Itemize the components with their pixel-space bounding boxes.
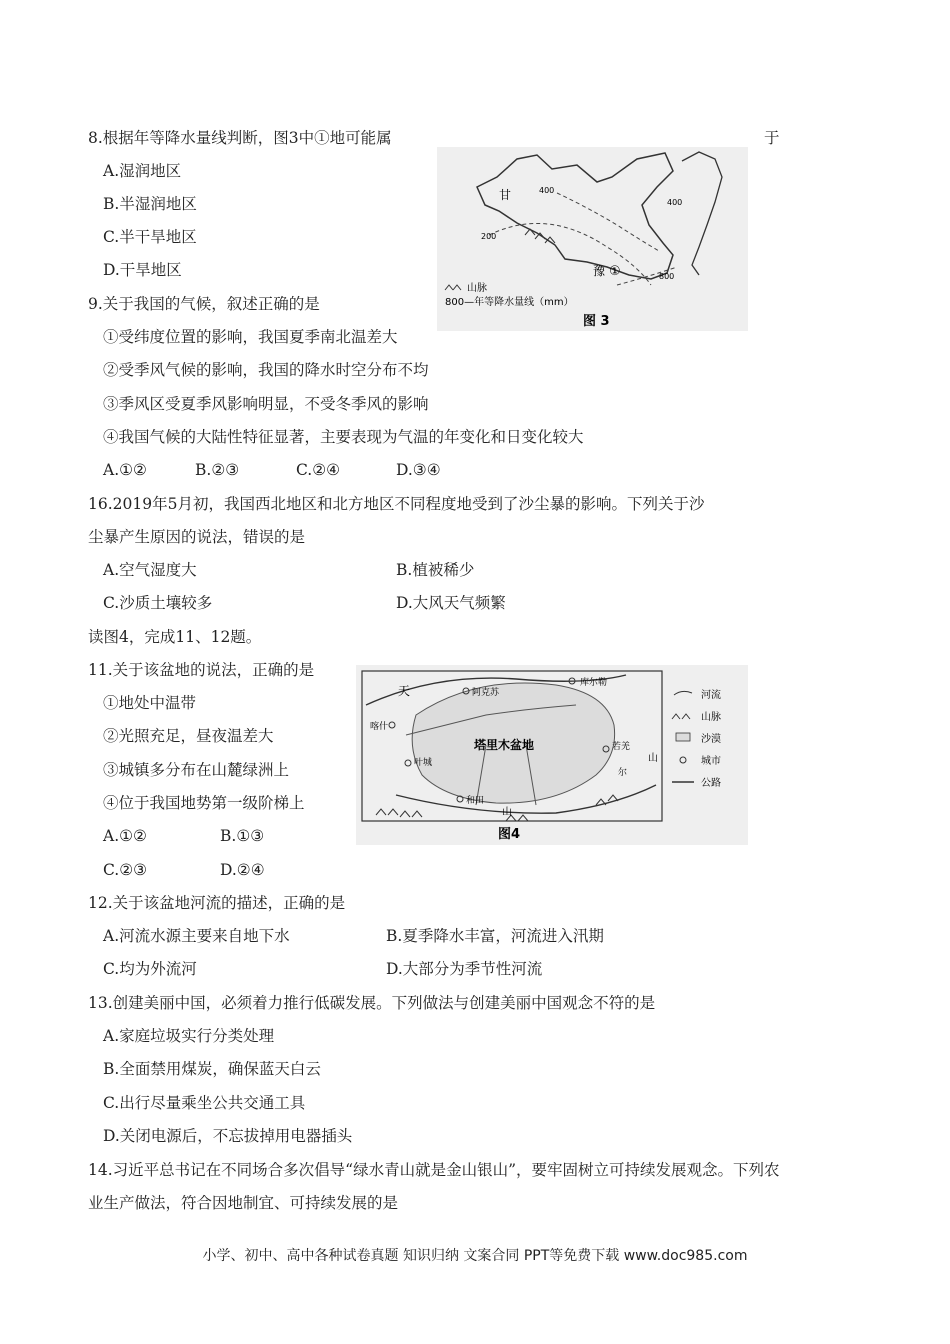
q11-item-3: ③城镇多分布在山麓绿洲上 xyxy=(103,761,290,779)
figure-3-legend-mountain-symbol xyxy=(445,285,461,290)
q8-option-a: A.湿润地区 xyxy=(103,162,182,180)
q9-option-d: D.③④ xyxy=(396,461,441,479)
q11-stem: 11.关于该盆地的说法，正确的是 xyxy=(88,661,315,679)
figure-4-legend-desert-symbol xyxy=(676,733,690,741)
q11-option-c: C.②③ xyxy=(103,861,148,879)
q12-option-d: D.大部分为季节性河流 xyxy=(386,960,543,978)
q12-stem: 12.关于该盆地河流的描述，正确的是 xyxy=(88,894,346,912)
q9-option-b: B.②③ xyxy=(195,461,240,479)
figure-3-isohyet-200 xyxy=(489,223,651,285)
figure-3-label-yu: 豫 xyxy=(593,264,606,278)
read-fig4-instruction: 读图4，完成11、12题。 xyxy=(88,628,262,646)
q16-option-a: A.空气湿度大 xyxy=(103,561,197,579)
q11-option-b: B.①③ xyxy=(220,827,265,845)
q11-item-2: ②光照充足，昼夜温差大 xyxy=(103,727,274,745)
q13-option-a: A.家庭垃圾实行分类处理 xyxy=(103,1027,275,1045)
q16-option-c: C.沙质土壤较多 xyxy=(103,594,213,612)
q16-stem-line1: 16.2019年5月初，我国西北地区和北方地区不同程度地受到了沙尘暴的影响。下列关于沙 xyxy=(88,495,705,513)
figure-4-caption: 图4 xyxy=(498,827,521,842)
figure-3-outline xyxy=(477,153,673,279)
figure-4-legend-mountain: 山脉 xyxy=(701,712,721,723)
q12-option-a: A.河流水源主要来自地下水 xyxy=(103,927,290,945)
figure-4-legend-desert: 沙漠 xyxy=(701,734,721,745)
figure-4-label-yecheng: 叶城 xyxy=(414,758,433,768)
q8-option-d: D.干旱地区 xyxy=(103,261,182,279)
figure-3-map xyxy=(437,147,748,331)
q9-stem: 9.关于我国的气候，叙述正确的是 xyxy=(88,295,320,313)
figure-3-caption: 图 3 xyxy=(583,314,610,329)
figure-4-city-kashi xyxy=(389,722,395,728)
figure-4-legend-city: 城市 xyxy=(701,756,721,767)
q9-item-4: ④我国气候的大陆性特征显著，主要表现为气温的年变化和日变化较大 xyxy=(103,428,584,446)
figure-3-label-gan: 甘 xyxy=(499,188,512,202)
q14-stem-line1: 14.习近平总书记在不同场合多次倡导“绿水青山就是金山银山”，要牢固树立可持续发展观念。下列农 xyxy=(88,1161,780,1179)
q11-item-1: ①地处中温带 xyxy=(103,694,197,712)
figure-4-label-shan-east: 山 xyxy=(648,753,658,764)
q9-option-c: C.②④ xyxy=(296,461,341,479)
figure-4-legend-mountain-symbol xyxy=(672,714,690,719)
q9-item-2: ②受季风气候的影响，我国的降水时空分布不均 xyxy=(103,361,429,379)
q11-option-d: D.②④ xyxy=(220,861,265,879)
q16-stem-line2: 尘暴产生原因的说法，错误的是 xyxy=(88,528,306,546)
q16-option-d: D.大风天气频繁 xyxy=(396,594,506,612)
q12-option-b: B.夏季降水丰富，河流进入汛期 xyxy=(386,927,604,945)
figure-3-contour-200: 200 xyxy=(481,232,497,241)
figure-3-marker-1: ① xyxy=(609,264,621,279)
figure-4-drawing xyxy=(356,665,748,845)
figure-3-isohyet-400 xyxy=(557,193,659,251)
q14-stem-line2: 业生产做法，符合因地制宜、可持续发展的是 xyxy=(88,1194,399,1212)
q9-item-1: ①受纬度位置的影响，我国夏季南北温差大 xyxy=(103,328,398,346)
q13-stem: 13.创建美丽中国，必须着力推行低碳发展。下列做法与创建美丽中国观念不符的是 xyxy=(88,994,656,1012)
q13-option-c: C.出行尽量乘坐公共交通工具 xyxy=(103,1094,306,1112)
figure-4-legend-river-symbol xyxy=(674,691,692,695)
q8-stem: 8.根据年等降水量线判断，图3中①地可能属 xyxy=(88,129,392,147)
figure-3-contour-400a: 400 xyxy=(539,186,555,195)
figure-3-contour-800: 800 xyxy=(659,272,675,281)
figure-4-label-ruoqiang: 若羌 xyxy=(612,742,631,752)
figure-4-label-tian: 天 xyxy=(398,684,411,698)
page-footer: 小学、初中、高中各种试卷真题 知识归纳 文案合同 PPT等免费下载 www.doc985.com xyxy=(202,1248,748,1264)
q11-option-a: A.①② xyxy=(103,827,147,845)
q12-option-c: C.均为外流河 xyxy=(103,960,197,978)
q16-option-b: B.植被稀少 xyxy=(396,561,475,579)
figure-3-coast xyxy=(682,152,722,275)
figure-3-drawing xyxy=(437,147,748,331)
figure-3-contour-400b: 400 xyxy=(667,198,683,207)
figure-4-legend-road: 公路 xyxy=(701,778,721,789)
q8-stem-tail: 于 xyxy=(764,129,780,147)
q9-option-a: A.①② xyxy=(103,461,147,479)
figure-4-label-shan-south: 山 xyxy=(502,807,512,818)
figure-4-label-kashi: 喀什 xyxy=(370,722,389,732)
q8-option-b: B.半湿润地区 xyxy=(103,195,197,213)
figure-4-label-basin: 塔里木盆地 xyxy=(474,738,535,752)
figure-4-city-yecheng xyxy=(405,760,411,766)
figure-3-mountain-symbols xyxy=(525,229,555,243)
figure-4-label-er: 尔 xyxy=(618,768,628,778)
figure-3-legend-isohyet: 800—年等降水量线（mm） xyxy=(445,297,574,308)
figure-4-label-hetian: 和田 xyxy=(466,796,485,806)
figure-4-legend-city-symbol xyxy=(680,757,686,763)
q13-option-b: B.全面禁用煤炭，确保蓝天白云 xyxy=(103,1060,321,1078)
figure-3-legend-mountain: 山脉 xyxy=(467,283,487,294)
figure-4-label-korla: 库尔勒 xyxy=(580,678,608,688)
q11-item-4: ④位于我国地势第一级阶梯上 xyxy=(103,794,305,812)
q9-item-3: ③季风区受夏季风影响明显，不受冬季风的影响 xyxy=(103,395,429,413)
q8-option-c: C.半干旱地区 xyxy=(103,228,197,246)
q13-option-d: D.关闭电源后，不忘拔掉用电器插头 xyxy=(103,1127,353,1145)
figure-4-legend-river: 河流 xyxy=(701,690,721,701)
figure-4-map xyxy=(356,665,748,845)
figure-4-label-akesu: 阿克苏 xyxy=(472,688,500,698)
